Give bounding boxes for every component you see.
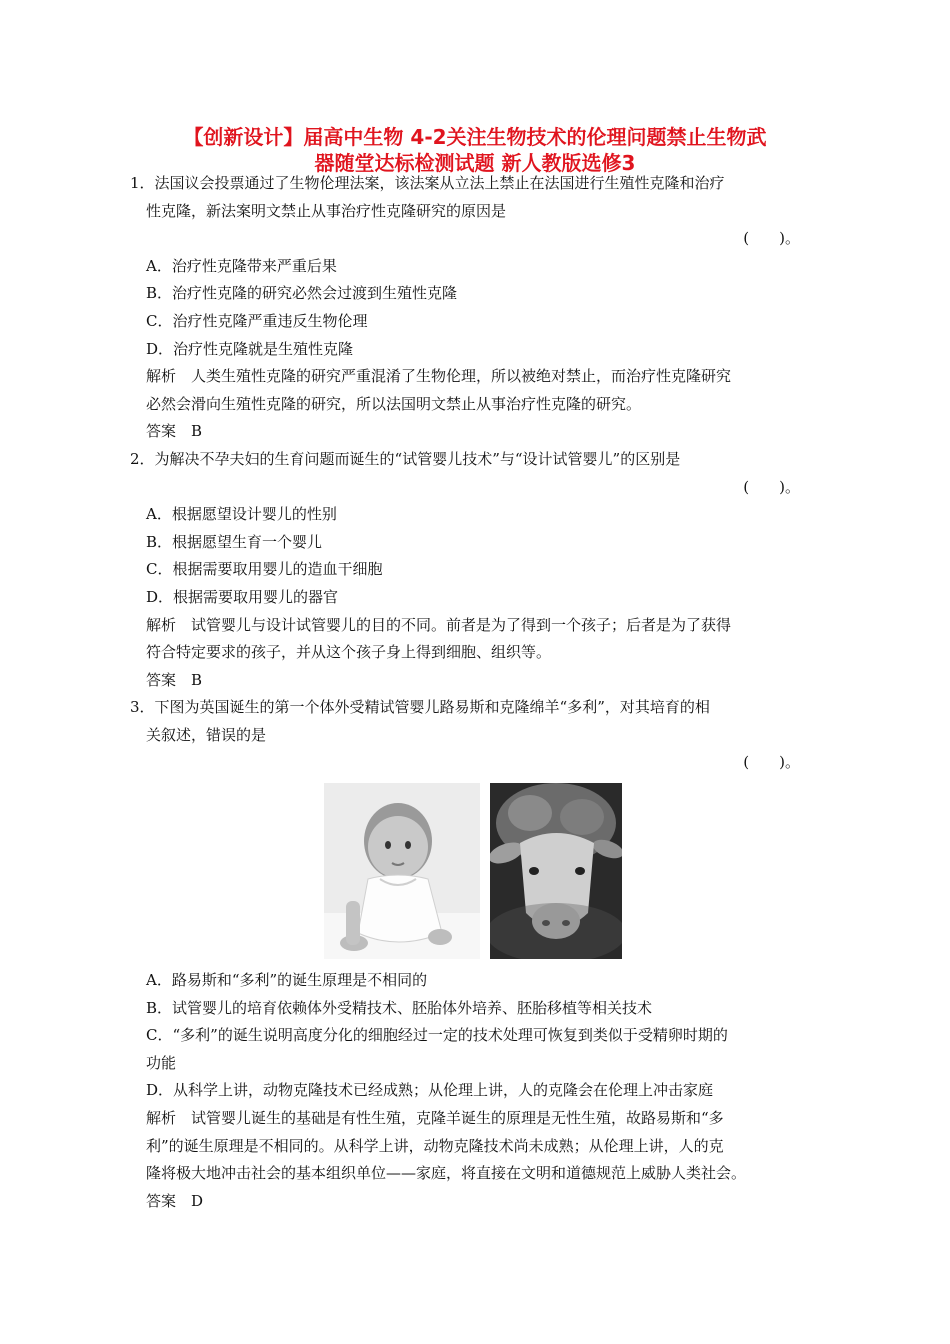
- q3-option-b: B．试管婴儿的培育依赖体外受精技术、胚胎体外培养、胚胎移植等相关技术: [146, 998, 653, 1017]
- q3-option-a: A．路易斯和“多利”的诞生原理是不相同的: [146, 971, 428, 990]
- q1-option-a: A．治疗性克隆带来严重后果: [146, 256, 337, 275]
- page-title: [110, 124, 840, 176]
- q1-option-b: B．治疗性克隆的研究必然会过渡到生殖性克隆: [146, 284, 458, 303]
- title-line-1: 【创新设计】届高中生物 4-2关注生物技术的伦理问题禁止生物武: [183, 125, 767, 149]
- q2-answer: 答案 B: [146, 670, 203, 689]
- q3-option-d: D．从科学上讲，动物克隆技术已经成熟；从伦理上讲，人的克隆会在伦理上冲击家庭: [146, 1081, 714, 1100]
- q2-analysis-line-1: 解析 试管婴儿与设计试管婴儿的目的不同。前者是为了得到一个孩子；后者是为了获得: [146, 615, 732, 634]
- q1-analysis-line-1: 解析 人类生殖性克隆的研究严重混淆了生物伦理，所以被绝对禁止，而治疗性克隆研究: [146, 367, 732, 386]
- q2-analysis-line-2: 符合特定要求的孩子，并从这个孩子身上得到细胞、组织等。: [146, 643, 552, 662]
- q1-answer: 答案 B: [146, 422, 203, 441]
- q3-option-c-continued: 功能: [146, 1053, 177, 1072]
- sheep-photo: [490, 783, 622, 959]
- q3-answer: 答案 D: [146, 1191, 204, 1210]
- q2-option-b: B．根据愿望生育一个婴儿: [146, 532, 323, 551]
- baby-photo: [324, 783, 480, 959]
- q3-figure: [0, 783, 950, 963]
- baby-illustration: [324, 783, 480, 959]
- q1-stem-line-1: 1．法国议会投票通过了生物伦理法案，该法案从立法上禁止在法国进行生殖性克隆和治疗: [130, 174, 725, 192]
- q2-stem-line-1: 2．为解决不孕夫妇的生育问题而诞生的“试管婴儿技术”与“设计试管婴儿”的区别是: [130, 449, 681, 468]
- q1-answer-bracket: ( )。: [743, 229, 800, 248]
- q3-stem-line-1: 3．下图为英国诞生的第一个体外受精试管婴儿路易斯和克隆绵羊“多利”，对其培育的相: [130, 698, 710, 717]
- q3-answer-bracket: ( )。: [743, 753, 800, 772]
- q3-analysis-line-1: 解析 试管婴儿诞生的基础是有性生殖，克隆羊诞生的原理是无性生殖，故路易斯和“多: [146, 1109, 724, 1128]
- q2-answer-bracket: ( )。: [743, 477, 800, 496]
- q3-analysis-line-3: 隆将极大地冲击社会的基本组织单位——家庭，将直接在文明和道德规范上威胁人类社会。: [146, 1164, 747, 1183]
- q1-stem-line-2: 性克隆，新法案明文禁止从事治疗性克隆研究的原因是: [146, 201, 507, 220]
- question-list: [0, 170, 950, 1215]
- q2-option-d: D．根据需要取用婴儿的器官: [146, 587, 339, 606]
- q3-analysis-line-2: 利”的诞生原理是不相同的。从科学上讲，动物克隆技术尚未成熟；从伦理上讲，人的克: [146, 1136, 724, 1155]
- q1-analysis-line-2: 必然会滑向生殖性克隆的研究，所以法国明文禁止从事治疗性克隆的研究。: [146, 394, 642, 413]
- sheep-illustration: [490, 783, 622, 959]
- q3-option-c: C．“多利”的诞生说明高度分化的细胞经过一定的技术处理可恢复到类似于受精卵时期的: [146, 1026, 728, 1045]
- q3-stem-line-2: 关叙述，错误的是: [146, 725, 267, 744]
- q2-option-a: A．根据愿望设计婴儿的性别: [146, 505, 337, 524]
- q1-option-d: D．治疗性克隆就是生殖性克隆: [146, 339, 354, 358]
- q1-option-c: C．治疗性克隆严重违反生物伦理: [146, 311, 368, 330]
- title-line-2: 器随堂达标检测试题 新人教版选修3: [314, 151, 636, 175]
- q2-option-c: C．根据需要取用婴儿的造血干细胞: [146, 560, 383, 579]
